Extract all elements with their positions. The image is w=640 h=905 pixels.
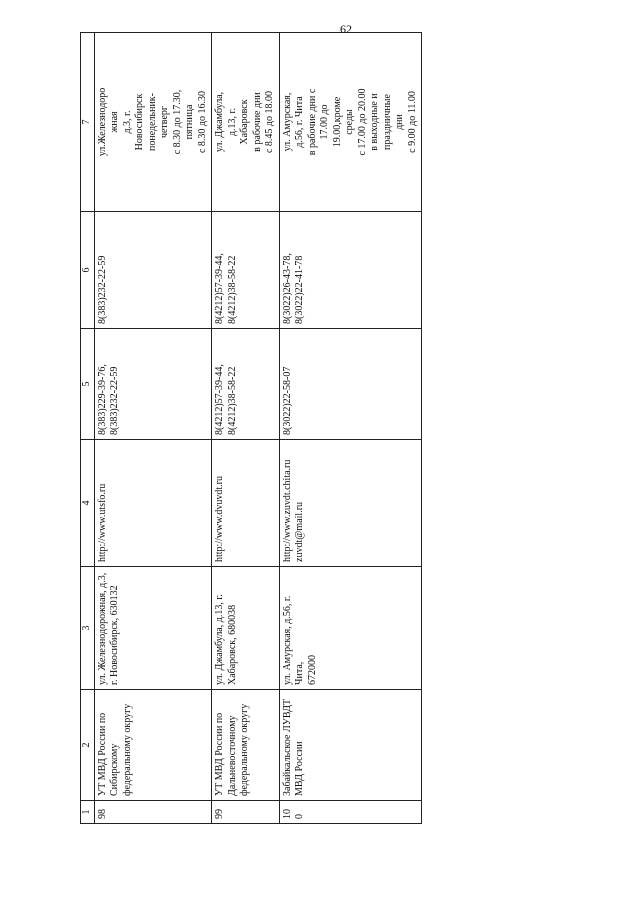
reception-cell-line: четверг: [159, 105, 170, 139]
reception-cell-line: Хабаровск: [239, 99, 250, 145]
reception-cell-line: в выходные и: [369, 93, 380, 151]
helpline-cell-line: 8(383)232-22-59: [96, 255, 108, 324]
reception-cell-line: жная: [109, 111, 120, 133]
helpline-cell-line: 8(4212)57-39-44,: [214, 253, 225, 324]
address-cell-line: Хабаровск, 680038: [226, 604, 238, 685]
reception-cell-line: пятница: [184, 104, 195, 140]
reception-cell-line: 19.00,кроме: [331, 96, 343, 148]
organization-cell-line: УТ МВД России по: [214, 712, 225, 796]
reception-cell-line: д.13, г.: [226, 107, 238, 137]
reception-cell-line: д.56, г. Чита: [294, 96, 305, 148]
helpline-cell: [279, 212, 422, 329]
organization-cell-line: МВД России: [294, 741, 305, 796]
website-cell: [212, 440, 280, 567]
website-cell-line[interactable]: http://www.utsfo.ru: [96, 483, 108, 562]
reception-cell-line: в рабочие дни: [251, 92, 263, 152]
contacts-table: [80, 32, 422, 824]
reception-cell-line: с 8.30 до 16.30: [196, 90, 208, 154]
reception-cell: [212, 33, 280, 212]
header-col-4: 4: [81, 440, 95, 567]
organization-cell-line: федеральному округу: [121, 703, 133, 796]
reception-cell: [279, 33, 422, 212]
address-cell-line: ул. Железнодорожная, д.3,: [96, 572, 108, 685]
address-cell-line: г. Новосибирск, 630132: [109, 585, 120, 685]
rotated-table-container: [80, 68, 418, 824]
header-col-2: 2: [81, 690, 95, 801]
organization-cell: [279, 690, 422, 801]
website-cell-line[interactable]: http://www.dvuvdt.ru: [214, 475, 225, 562]
address-cell-line: ул. Джамбула, д.13, г.: [214, 594, 225, 685]
row-number-cell: 99: [212, 801, 280, 824]
reception-cell-line: с 8.30 до 17.30,: [171, 89, 183, 155]
address-cell-line: ул. Амурская, д.56, г. Чита,: [281, 595, 305, 685]
organization-cell: [94, 690, 212, 801]
phone-cell: [212, 329, 280, 440]
helpline-cell: [212, 212, 280, 329]
reception-cell-line: праздничные: [381, 94, 393, 150]
row-number-cell: 98: [94, 801, 212, 824]
reception-cell-line: д.3, г.: [121, 110, 133, 134]
header-col-1: 1: [81, 801, 95, 824]
table-header-row: [81, 33, 95, 824]
address-cell: [279, 567, 422, 690]
phone-cell: [279, 329, 422, 440]
reception-cell-line: среды: [344, 109, 355, 135]
header-col-3: 3: [81, 567, 95, 690]
helpline-cell-line: 8(4212)38-58-22: [226, 255, 238, 324]
reception-cell-line: с 9.00 до 11.00: [406, 91, 418, 153]
reception-cell: [94, 33, 212, 212]
header-col-5: 5: [81, 329, 95, 440]
organization-cell-line: УТ МВД России по: [96, 712, 108, 796]
website-cell: [279, 440, 422, 567]
reception-cell-line: с 17.00 до 20.00: [356, 88, 368, 156]
header-col-6: 6: [81, 212, 95, 329]
reception-cell-line: дни: [394, 114, 405, 130]
phone-cell-line: 8(383)229-39-76,: [96, 364, 108, 435]
reception-cell-line: ул.Железнодоро: [96, 87, 108, 157]
phone-cell: [94, 329, 212, 440]
page-number: 62: [340, 22, 352, 36]
website-cell-line[interactable]: zuvdt@mail.ru: [294, 501, 305, 562]
phone-cell-line: 8(4212)57-39-44,: [214, 364, 225, 435]
table-row: [279, 33, 422, 824]
organization-cell-line: федеральному округу: [239, 703, 250, 796]
reception-cell-line: ул. Амурская,: [281, 92, 293, 152]
address-cell: [94, 567, 212, 690]
website-cell-line[interactable]: http://www.zuvdt.chita.ru: [281, 459, 293, 562]
organization-cell-line: Дальневосточному: [226, 715, 238, 796]
address-cell: [212, 567, 280, 690]
table-row: [94, 33, 212, 824]
reception-cell-line: 17.00 до: [319, 104, 330, 140]
helpline-cell: [94, 212, 212, 329]
reception-cell-line: в рабочие дни с: [306, 88, 318, 156]
phone-cell-line: 8(383)232-22-59: [109, 366, 120, 435]
table-row: [212, 33, 280, 824]
reception-cell-line: ул. Джамбула,: [214, 91, 225, 153]
row-number-cell: 100: [279, 801, 422, 824]
reception-cell-line: с 8.45 до 18.00: [264, 90, 275, 154]
reception-cell-line: понедельник-: [146, 93, 158, 151]
organization-cell: [212, 690, 280, 801]
organization-cell-line: Сибирскому: [109, 743, 120, 796]
helpline-cell-line: 8(3022)26-43-78,: [281, 253, 293, 324]
phone-cell-line: 8(3022)22-58-07: [281, 366, 293, 435]
organization-cell-line: Забайкальское ЛУВДТ: [281, 698, 293, 796]
address-cell-line: 672000: [306, 655, 318, 685]
phone-cell-line: 8(4212)38-58-22: [226, 366, 238, 435]
website-cell: [94, 440, 212, 567]
reception-cell-line: Новосибирск: [134, 93, 145, 151]
header-col-7: 7: [81, 33, 95, 212]
helpline-cell-line: 8(3022)22-41-78: [294, 255, 305, 324]
